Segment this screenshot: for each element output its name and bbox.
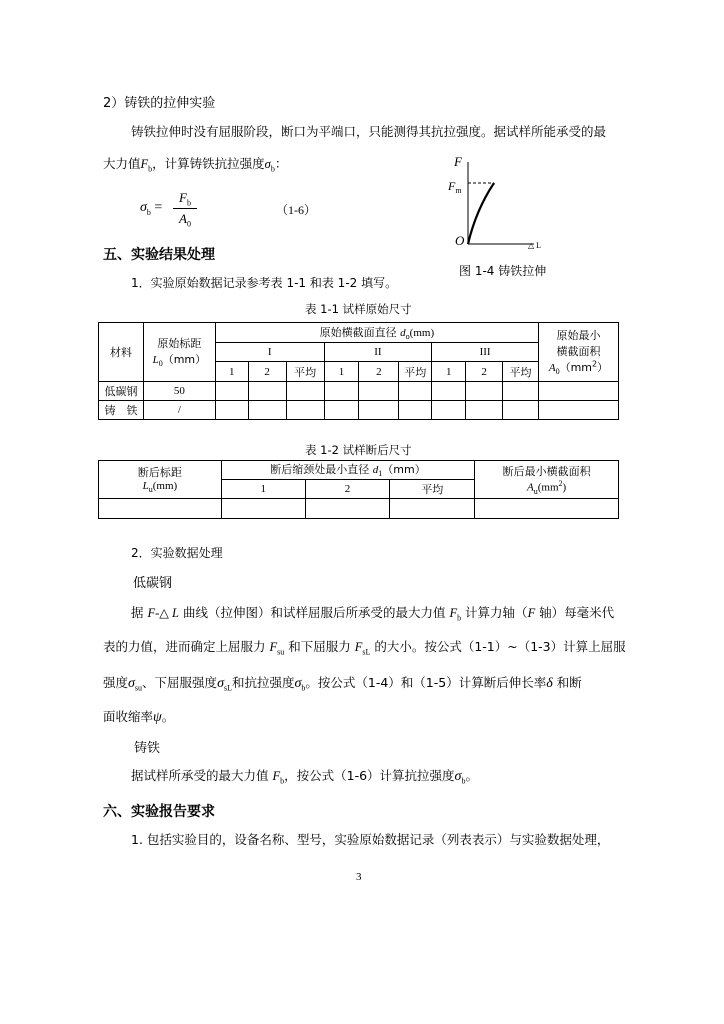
page-number: 3 xyxy=(356,871,362,883)
header-diameter: 原始横截面直径 $d_o(mm)$ xyxy=(215,323,538,343)
subheader-avg: 平均 xyxy=(286,362,324,382)
empty-cell xyxy=(538,401,618,420)
table-post-fracture-dimensions xyxy=(98,460,619,519)
empty-cell xyxy=(466,382,503,401)
empty-cell xyxy=(215,382,248,401)
row-gauge: / xyxy=(143,401,215,420)
formula-lhs: $\sigma_b$ = xyxy=(140,200,163,217)
empty-cell xyxy=(215,401,248,420)
subheading-cast-iron: 铸铁 xyxy=(134,741,161,756)
header-gauge-length: 原始标距 $L_0(mm)$ xyxy=(143,323,215,382)
empty-cell xyxy=(538,382,618,401)
table-row xyxy=(99,382,619,401)
empty-cell xyxy=(286,382,324,401)
paragraph-line: 强度$\sigma_{su}$、下屈服强度$\sigma_{sL}$和抗拉强度$\sigma_b$。按公式（1-4）和（1-5）计算断后伸长率δ 和断 xyxy=(103,675,582,693)
empty-cell xyxy=(359,382,399,401)
cast-iron-tension-figure xyxy=(440,150,570,280)
row-gauge: 50 xyxy=(143,382,215,401)
section-heading-cast-iron-tension: 2）铸铁的拉伸实验 xyxy=(103,96,216,111)
subheader-1: 1 xyxy=(324,362,359,382)
subheader-1: 1 xyxy=(432,362,466,382)
empty-cell xyxy=(390,499,475,519)
subheader-2: 2 xyxy=(248,362,286,382)
subheader-2: 2 xyxy=(305,480,390,499)
empty-cell xyxy=(286,401,324,420)
header-section-1: I xyxy=(215,343,324,362)
header-neck-diameter: 断后缩颈处最小直径 $d_1(mm)$ xyxy=(221,461,474,480)
paragraph-line: 表的力值，进而确定上屈服力 $F_{su}$ 和下屈服力 $F_{sL}$ 的大小。按公式（1-1）~（1-3）计算上屈服 xyxy=(103,639,626,657)
row-material: 铸 铁 xyxy=(99,401,144,420)
table1-caption: 表 1-1 试样原始尺寸 xyxy=(305,302,412,316)
table-original-dimensions xyxy=(98,322,619,420)
subheader-2: 2 xyxy=(359,362,399,382)
empty-cell xyxy=(466,401,503,420)
empty-cell xyxy=(221,499,305,519)
formula-denominator: $A_0$ xyxy=(179,211,191,229)
empty-cell xyxy=(432,401,466,420)
y-axis-label: F xyxy=(454,154,462,169)
section-heading-results: 五、实验结果处理 xyxy=(103,247,215,263)
paragraph-line: 铸铁拉伸时没有屈服阶段，断口为平端口，只能测得其抗拉强度。据试样所能承受的最 xyxy=(131,124,607,139)
header-section-2: II xyxy=(324,343,432,362)
item-1: 1．实验原始数据记录参考表 1-1 和表 1-2 填写。 xyxy=(131,276,398,290)
item-2: 2．实验数据处理 xyxy=(131,546,223,560)
subheader-avg: 平均 xyxy=(399,362,432,382)
empty-cell xyxy=(503,401,539,420)
formula-number: （1-6） xyxy=(276,203,316,217)
subheader-2: 2 xyxy=(466,362,503,382)
empty-cell xyxy=(324,401,359,420)
table-row xyxy=(99,499,619,519)
origin-label: O xyxy=(455,233,465,248)
table-row xyxy=(99,401,619,420)
empty-cell xyxy=(99,499,222,519)
header-min-area: 原始最小 横截面积 $A_0(mm^2)$ xyxy=(538,323,618,382)
table2-caption: 表 1-2 试样断后尺寸 xyxy=(305,443,412,457)
header-material: 材料 xyxy=(99,323,144,382)
paragraph-line: 据试样所承受的最大力值 $F_b$，按公式（1-6）计算抗拉强度$\sigma_b$。 xyxy=(131,768,478,786)
header-post-gauge: 断后标距 $L_u(mm)$ xyxy=(99,461,222,499)
header-section-3: III xyxy=(432,343,539,362)
stress-strain-curve xyxy=(468,183,494,244)
empty-cell xyxy=(475,499,619,519)
empty-cell xyxy=(359,401,399,420)
empty-cell xyxy=(248,382,286,401)
paragraph-line: 大力值$F_b$，计算铸铁抗拉强度$\sigma_b$： xyxy=(103,156,288,174)
subheader-avg: 平均 xyxy=(503,362,539,382)
empty-cell xyxy=(399,382,432,401)
empty-cell xyxy=(248,401,286,420)
subheader-avg: 平均 xyxy=(390,480,475,499)
paragraph-line: 1. 包括实验目的，设备名称、型号，实验原始数据记录（列表表示）与实验数据处理， xyxy=(131,832,610,847)
empty-cell xyxy=(432,382,466,401)
fraction-bar xyxy=(173,208,197,209)
paragraph-line: 据 F-△ L 曲线（拉伸图）和试样屈服后所承受的最大力值 $F_b$ 计算力轴（F 轴）每毫米代 xyxy=(131,605,615,623)
section-heading-report: 六、实验报告要求 xyxy=(103,804,215,820)
figure-caption: 图 1-4 铸铁拉伸 xyxy=(459,264,547,278)
empty-cell xyxy=(503,382,539,401)
header-post-area: 断后最小横截面积 $A_u(mm^2)$ xyxy=(475,461,619,499)
subheader-1: 1 xyxy=(215,362,248,382)
empty-cell xyxy=(305,499,390,519)
subheading-low-carbon-steel: 低碳钢 xyxy=(133,576,173,591)
subheader-1: 1 xyxy=(221,480,305,499)
row-material: 低碳钢 xyxy=(99,382,144,401)
fm-label: $F_m$ xyxy=(448,179,462,195)
empty-cell xyxy=(324,382,359,401)
empty-cell xyxy=(399,401,432,420)
paragraph-line: 面收缩率ψ。 xyxy=(103,709,175,725)
x-axis-label: △ L xyxy=(528,241,542,250)
formula-numerator: $F_b$ xyxy=(179,190,191,208)
